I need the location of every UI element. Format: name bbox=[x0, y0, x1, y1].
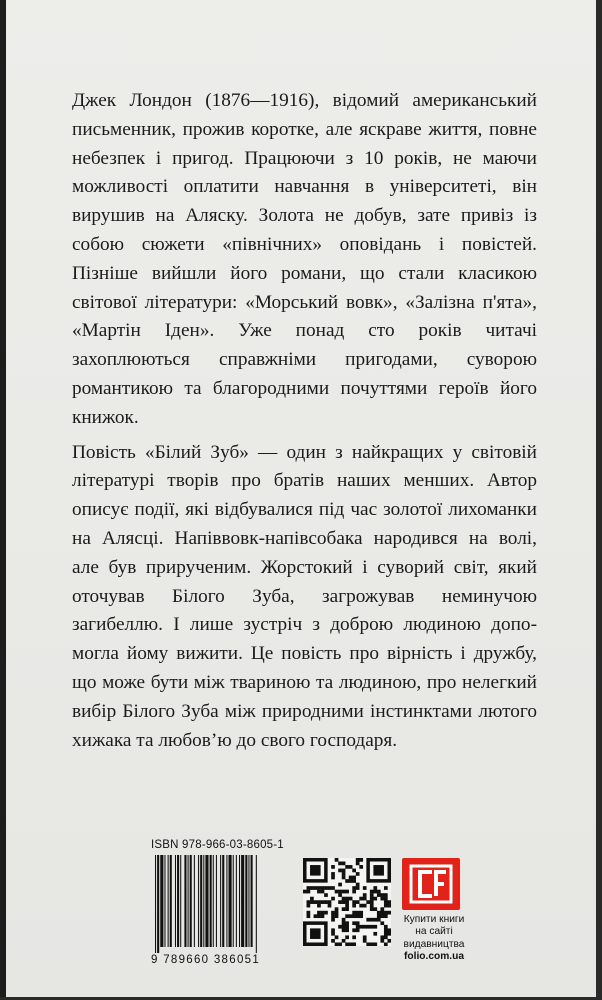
buy-line-1: Купити книги bbox=[403, 914, 465, 925]
folio-logo-icon bbox=[402, 858, 460, 910]
qr-code bbox=[303, 858, 391, 946]
buy-line-2: на сайті bbox=[415, 926, 453, 938]
barcode-bars bbox=[151, 855, 292, 953]
publisher-caption bbox=[398, 914, 470, 963]
isbn-label: ISBN 978-966-03-8605-1 bbox=[151, 839, 284, 851]
publisher-logo bbox=[402, 858, 460, 910]
cover-right-edge bbox=[596, 0, 602, 1000]
cover-left-edge bbox=[0, 0, 6, 1000]
publisher-site: folio.com.ua bbox=[404, 950, 464, 962]
author-paragraph: Джек Лондон (1876—1916), відомий американський письменник, прожив коротке, але яскраве життя, повне небезпек і пригод. Працюючи з 10 років, не маючи можливості оплатити навчання в університеті, він вирушив на Аляску. Золота не добув, зате привіз із собою сюжети «північних» оповідань і повістей. Пізніше вийшли його романи, що стали класикою світової літератури: «Морський вовк», «Залізна п'ята», «Мартін Іден». Уже понад сто років читачі захоплюються справжніми пригодами, суворою романтикою та благородними почуттями героїв його книжок. bbox=[72, 90, 537, 428]
story-paragraph: Повість «Білий Зуб» — один з найкращих у світовій літературі творів про братів наших менших. Автор описує події, які відбувалися під час золотої лихоманки на Алясці. Напіввовк-напівсобака народився на волі, але був прирученим. Жорстокий і суворий світ, який оточував Білого Зуба, загрожував неминучою загибеллю. І лише зустріч з доброю людиною допо-могла йому вижити. Це повість про вірність і дружбу, що може бути між твариною та людиною, про нелегкий вибір Білого Зуба між природними інстинктами лютого хижака та любов’ю до свого господаря. bbox=[72, 441, 537, 751]
isbn-barcode bbox=[151, 839, 292, 971]
buy-line-3: видавництва bbox=[403, 938, 465, 950]
publisher-block bbox=[398, 858, 470, 968]
annotation-text bbox=[72, 87, 537, 761]
barcode-digits: 9 789660 386051 bbox=[151, 954, 261, 966]
